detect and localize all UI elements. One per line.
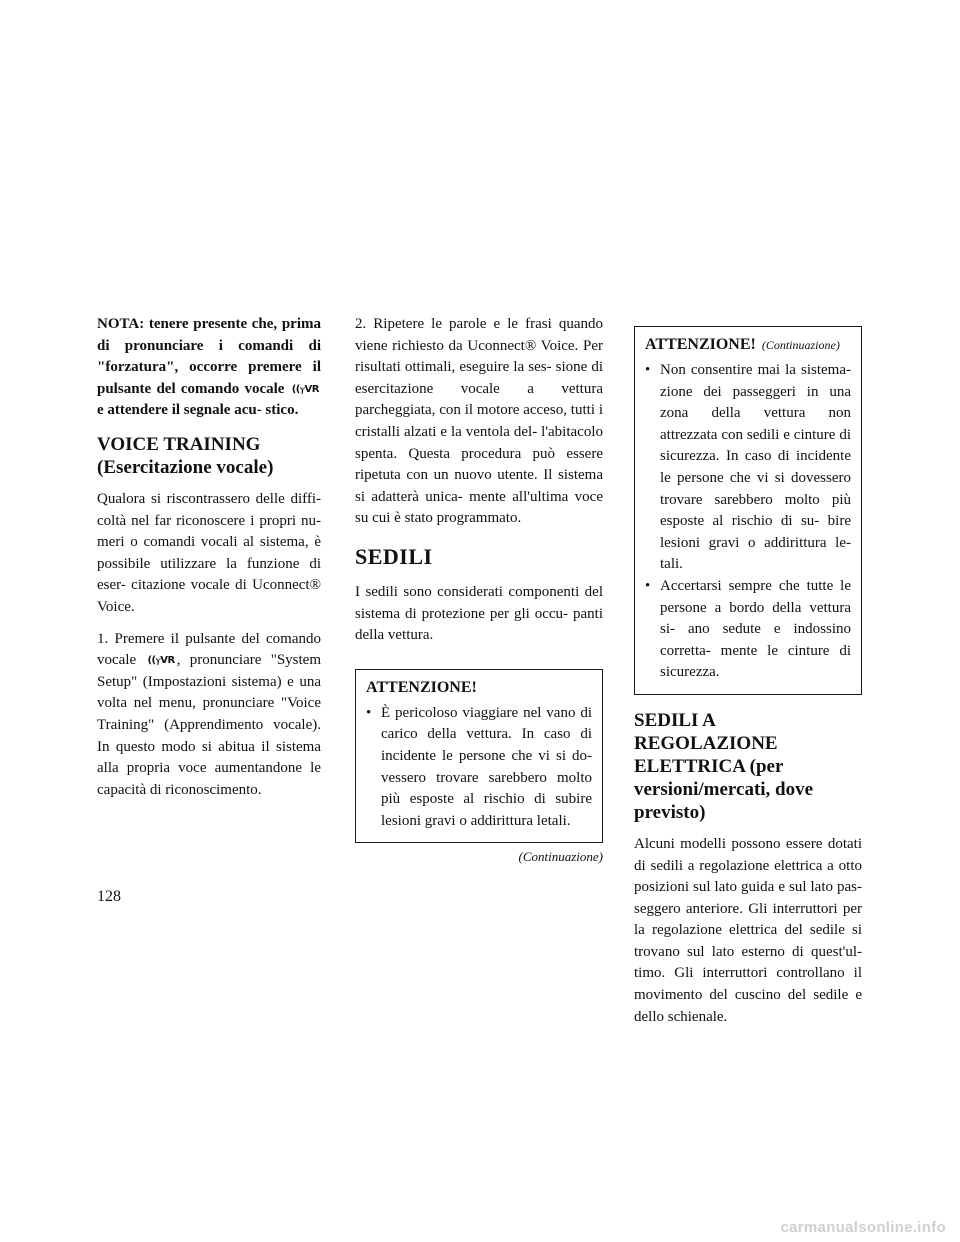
warning-list	[645, 360, 851, 684]
power-seats-paragraph: Alcuni modelli possono essere dotati di sedili a regolazione elettrica a otto posizioni sul lato guida e sul lato pas- seggero anteriore. Gli interruttori per la regolazione elettrica del sedile si trovano sul lato esterno di quest'ul- timo. Gli interruttori controllano il movimento del cuscino del sedile e dello schienale.	[634, 835, 862, 1025]
sedili-intro: I sedili sono considerati componenti del sistema di protezione per gli occu- panti della vettura.	[355, 583, 603, 644]
warning-item: • Accertarsi sempre che tutte le persone a bordo della vettura si- ano sedute e indossino corretta- mente le cinture di sicurezza.	[645, 576, 851, 684]
voice-recognition-icon: ((ⲩVR	[147, 655, 175, 667]
warning-box	[355, 669, 603, 844]
page-number: 128	[97, 888, 121, 905]
warning-box-continued	[634, 326, 862, 695]
heading-line-1: VOICE TRAINING	[97, 433, 261, 455]
section-heading-power-seats: SEDILI A REGOLAZIONE ELETTRICA (per versioni/mercati, dove previsto)	[634, 709, 814, 823]
voice-training-intro: Qualora si riscontrassero delle diffi- coltà nel far riconoscere i propri nu- meri o comandi vocali al sistema, è possibile utilizzare la funzione di eser- citazione vocale di Uconnect® Voice.	[97, 490, 321, 615]
step-1-text-start: 1. Premere il pulsante del comando vocale	[97, 630, 321, 669]
warning-item: • Non consentire mai la sistema- zione dei passeggeri in una zona della vettura non attrezzata con sedili e cinture di sicurezza. In caso di incidente le persone che vi si dovessero trovare sarebbero molto più esposte al rischio di su- bire lesioni gravi o addirittura le- tali.	[645, 360, 851, 576]
step-2-paragraph: 2. Ripetere le parole e le frasi quando viene richiesto da Uconnect® Voice. Per risultati ottimali, eseguire la ses- sione di esercitazione vocale a vettura parcheggiata, con il motore acceso, tutti i cristalli alzati e la ventola del- l'abitacolo spenta. Questa procedura può essere ripetuta con un nuovo utente. Il sistema si adatterà unica- mente all'ultima voce su cui è stato programmato.	[355, 316, 603, 527]
warning-continued-label: (Continuazione)	[761, 338, 840, 352]
section-heading-sedili: SEDILI	[355, 543, 433, 569]
column-right	[634, 314, 862, 1028]
note-text-end: e attendere il segnale acu- stico.	[97, 402, 299, 419]
warning-title: ATTENZIONE!	[366, 678, 477, 696]
heading-line-2: (Esercitazione vocale)	[97, 456, 274, 478]
warning-title	[645, 336, 851, 354]
section-heading-voice-training	[97, 433, 321, 479]
voice-recognition-icon: ((ⲩVR	[291, 383, 319, 395]
step-1-text-end: , pronunciare "System Setup" (Impostazioni sistema) e una volta nel menu, pronunciare "Voice Training" (Apprendimento vocale). In questo modo si abitua il sistema alla propria voce aumentandone le capacità di riconoscimento.	[97, 652, 321, 798]
warning-list	[366, 703, 592, 833]
note-text-start: NOTA: tenere presente che, prima di pronunciare i comandi di "forzatura", occorre premere il pulsante del comando vocale	[97, 316, 321, 397]
watermark: carmanualsonline.info	[780, 1219, 946, 1236]
step-1-paragraph	[97, 629, 321, 802]
column-left	[97, 314, 321, 801]
warning-item: • È pericoloso viaggiare nel vano di carico della vettura. In caso di incidente le persone che vi si do- vessero trovare sarebbero molto più esposte al rischio di subire lesioni gravi o addirittura letali.	[366, 703, 592, 833]
column-middle	[355, 314, 603, 865]
continued-note: (Continuazione)	[518, 849, 603, 865]
warning-title-text: ATTENZIONE!	[645, 336, 756, 353]
note-paragraph	[97, 314, 321, 422]
